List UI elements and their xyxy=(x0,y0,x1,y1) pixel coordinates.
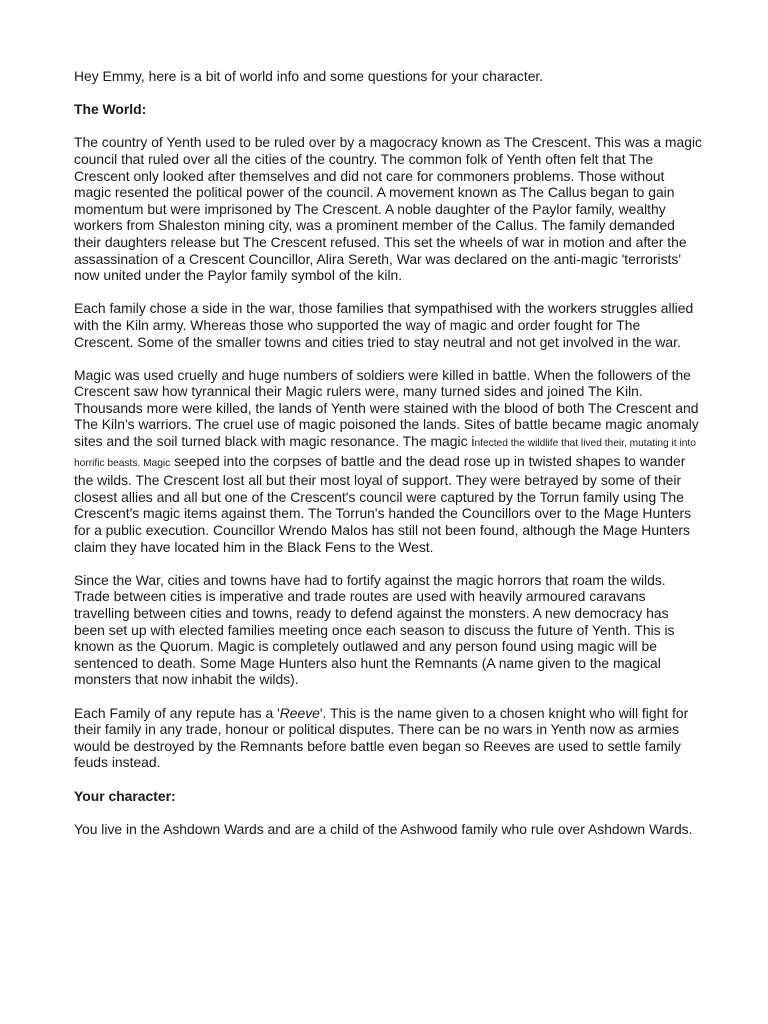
paragraph-3-text-a: Magic was used cruelly and huge numbers of soldiers were killed in battle. When the followers of the Crescent saw how tyrannical their Magic rulers were, many turned sides and joined The Kiln. Thousands more were killed, the lands of Yenth were stained with the blood of both The Crescent and The Kiln's warriors. The cruel use of magic poisoned the lands. Sites of battle became magic anomaly sites and the soil turned black with magic resonance. The magic i xyxy=(74,366,699,450)
paragraph-5-text-a: Each Family of any repute has a ' xyxy=(74,704,280,721)
character-paragraph: You live in the Ashdown Wards and are a child of the Ashwood family who rule over Ashdown Wards. xyxy=(74,820,693,837)
paragraph-5-text-b: '. This is the name given to a chosen knight who will fight for their family in any trade, honour or political disputes. There can be no wars in Yenth now as armies would be destroyed by the Remnants before battle even began so Reeves are used to settle family feuds instead. xyxy=(74,704,689,771)
paragraph-3-text-b: seeped into the corpses of battle and the dead rose up in twisted shapes to wander the wilds. The Crescent lost all but their most loyal of support. They were betrayed by some of their closest allies and all but one of the Crescent's council were captured by the Torrun family using The Crescent's magic items against them. The Torrun's handed the Councillors over to the Mage Hunters for a public execution. Councillor Wrendo Malos has still not been found, although the Mage Hunters claim they have located him in the Black Fens to the West. xyxy=(74,452,692,555)
world-paragraph-3 xyxy=(74,367,702,556)
character-heading: Your character: xyxy=(74,787,176,804)
world-heading: The World: xyxy=(74,101,147,118)
world-paragraph-5 xyxy=(74,705,702,771)
world-paragraph-2: Each family chose a side in the war, those families that sympathised with the workers struggles allied with the Kiln army. Whereas those who supported the way of magic and order fought for The Crescent. Some of the smaller towns and cities tried to stay neutral and not get involved in the war. xyxy=(74,300,694,350)
world-paragraph-4: Since the War, cities and towns have had to fortify against the magic horrors that roam the wilds. Trade between cities is imperative and trade routes are used with heavily armoured caravans travelling between cities and towns, ready to defend against the monsters. A new democracy has been set up with elected families meeting once each season to discuss the future of Yenth. This is known as the Quorum. Magic is completely outlawed and any person found using magic will be sentenced to death. Some Mage Hunters also hunt the Remnants (A name given to the magical monsters that now inhabit the wilds). xyxy=(74,571,675,688)
world-paragraph-1: The country of Yenth used to be ruled over by a magocracy known as The Crescent. This was a magic council that ruled over all the cities of the country. The common folk of Yenth often felt that The Crescent only looked after themselves and did not care for commoners problems. Those without magic resented the political power of the council. A movement known as The Callus began to gain momentum but were imprisoned by The Crescent. A noble daughter of the Paylor family, wealthy workers from Shaleston mining city, was a prominent member of the Callus. The family demanded their daughters release but The Crescent refused. This set the wheels of war in motion and after the assassination of a Crescent Councillor, Alira Sereth, War was declared on the anti-magic 'terrorists' now united under the Paylor family symbol of the kiln. xyxy=(74,134,702,284)
document-page xyxy=(74,68,702,854)
paragraph-3-small-text: nfected the wildlife that lived their, mutating it into horrific beasts. Magic xyxy=(74,438,696,469)
greeting-paragraph: Hey Emmy, here is a bit of world info and some questions for your character. xyxy=(74,68,544,84)
reeve-term: Reeve xyxy=(279,704,320,721)
